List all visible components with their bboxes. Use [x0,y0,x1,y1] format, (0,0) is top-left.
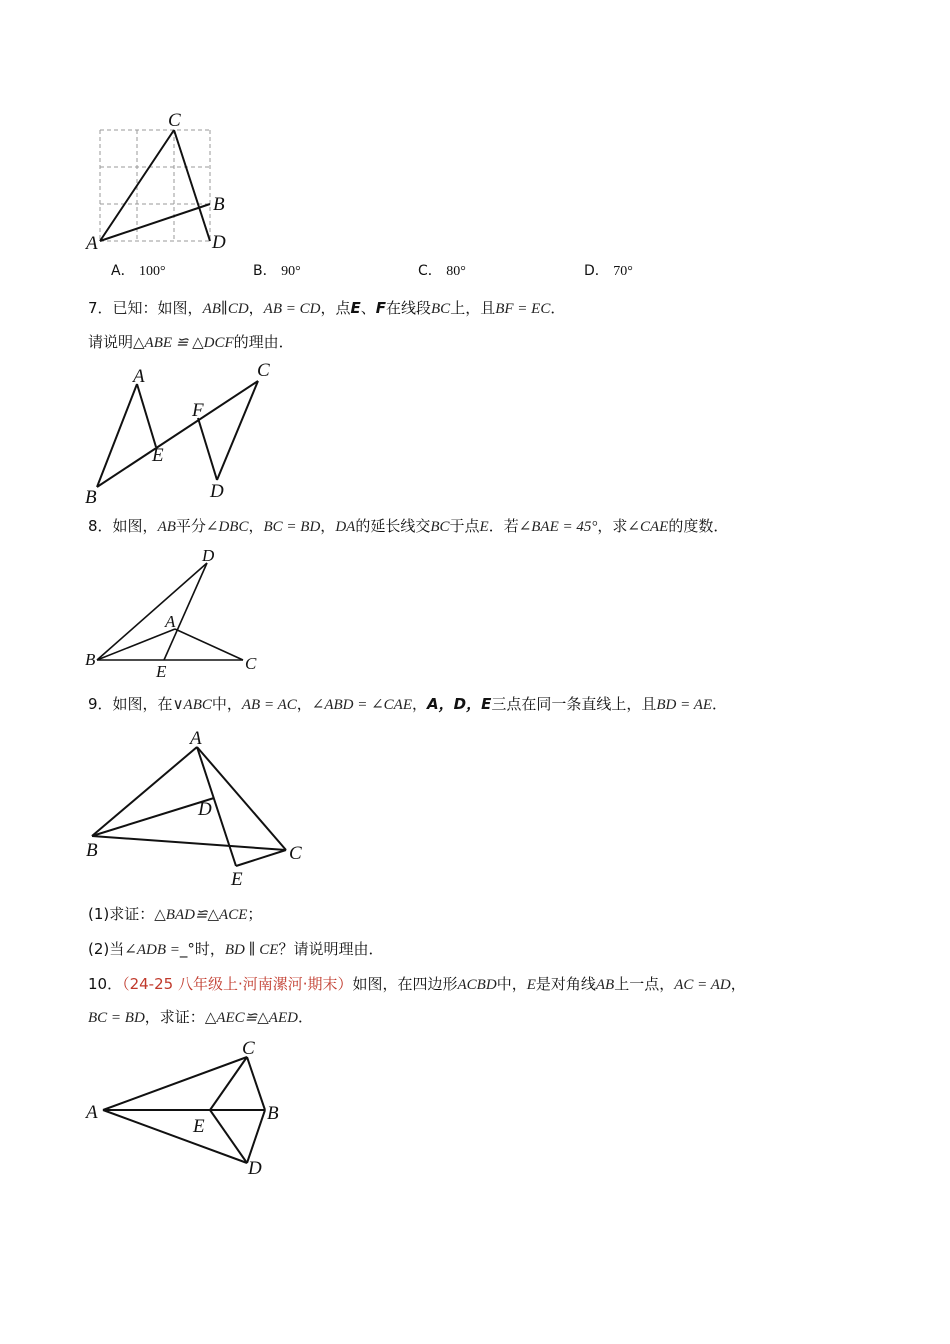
q10-label-c: C [242,1038,255,1059]
q9-label-a: A [190,728,202,749]
q7-number: 7． [88,299,113,317]
q8-text: ，求 [597,517,628,535]
q7-label-d: D [210,481,224,502]
q9-label-d: D [198,799,212,820]
q6-option-b-letter: B． [253,263,277,279]
q6-option-a-value: 100° [139,264,166,279]
q8-label-b: B [85,650,96,669]
q9-text: ， [296,695,312,713]
q10-text: ， [730,975,746,993]
q6-option-d-letter: D． [584,263,609,279]
q9-text: 三点在同一条直线上，且 [491,695,657,713]
q8-text: 平分 [175,517,206,535]
q10-segment-bd [247,1110,265,1163]
q7-text: 在线段 [386,299,432,317]
q8-math: E [479,519,489,535]
q9-points: A，D，E [427,695,492,713]
q9-math: ∠ADB = [124,942,180,958]
q6-option-b-value: 90° [281,264,301,279]
q9-text: ， [412,695,428,713]
q7-math: △ABE ≌ △DCF [133,335,234,351]
q10-text: ，求证： [144,1008,205,1026]
q9-label-e: E [231,869,243,890]
q10-math: BC = BD [88,1010,145,1026]
q9-answer-blank[interactable]: _° [179,940,195,958]
q9-text: ； [247,905,263,923]
q8-label-a: A [165,612,176,631]
q10-math: △AEC≌△AED [204,1010,298,1026]
q8-math: DA [335,519,356,535]
q10-text: 中， [496,975,527,993]
q10-label-a: A [86,1102,98,1123]
q7-label-e: E [152,445,164,466]
q7-text: 请说明 [88,333,134,351]
q8-text: 如图， [112,517,158,535]
q7-text: 上，且 [450,299,496,317]
q8-label-c: C [245,654,257,673]
q9-text: (1)求证： [88,905,155,923]
q7-point-e: E [350,299,361,317]
q9-number: 9． [88,695,113,713]
q7-math: AB = CD [263,301,321,317]
q7-math: BC [431,301,451,317]
q10-number: 10． [88,975,123,993]
q10-text: 上一点， [614,975,675,993]
q7-text: 、 [360,299,376,317]
q10-segment-ac [103,1057,247,1110]
q8-number: 8． [88,517,113,535]
q8-math: ∠DBC [205,519,249,535]
q8-math: BC = BD [263,519,321,535]
q10-label-d: D [248,1158,262,1179]
q10-math: E [526,977,536,993]
q8-text: ， [320,517,336,535]
q9-label-c: C [289,843,302,864]
q7-label-f: F [192,400,204,421]
q6-label-d: D [212,232,226,253]
q9-math: ∨ABC [172,697,212,713]
q6-label-c: C [168,110,181,131]
q8-text: 于点 [449,517,480,535]
q8-math: ∠CAE [627,519,669,535]
q9-math: AB = AC [241,697,297,713]
q9-text: ？请说明理由． [278,940,384,958]
q6-option-d-value: 70° [613,264,633,279]
q8-text: ， [248,517,264,535]
q7-text: 已知：如图， [112,299,203,317]
q8-label-d: D [202,546,215,565]
q10-math: AB [595,977,615,993]
q10-segment-ed [210,1110,247,1163]
q9-math: ∠ABD = ∠CAE [311,697,412,713]
q7-label-c: C [257,360,270,381]
q6-option-c-letter: C． [418,263,442,279]
q9-text: 时， [194,940,225,958]
q9-text: ． [712,695,728,713]
q8-label-e: E [156,662,167,681]
q8-text: 的延长线交 [355,517,431,535]
q9-math: △BAD≌△ACE [154,907,248,923]
q8-math: AB [157,519,176,535]
q7-text: ， [248,299,264,317]
q10-text: ． [297,1008,313,1026]
q10-segment-ad [103,1110,247,1163]
q8-math: ∠BAE = 45° [518,519,598,535]
q7-point-f: F [375,299,386,317]
q10-label-b: B [267,1103,279,1124]
q7-label-b: B [85,487,97,508]
q9-text: (2)当 [88,940,125,958]
q8-text: ．若 [488,517,519,535]
q6-label-b: B [213,194,225,215]
q9-math: BD ∥ CE [224,942,279,958]
q6-option-a-letter: A． [111,263,135,279]
q10-math: AC = AD [674,977,731,993]
q7-math: BF = EC [495,301,551,317]
q8-math: BC [430,519,450,535]
q6-option-c-value: 80° [446,264,466,279]
q10-segment-cb [247,1057,265,1110]
q10-label-e: E [193,1116,205,1137]
q10-segment-ec [210,1057,247,1110]
q10-math: ACBD [457,977,497,993]
q9-math: BD = AE [656,697,713,713]
q10-source-tag: （24-25 八年级上·河南漯河·期末） [122,975,353,993]
q7-label-a: A [133,366,145,387]
q9-text: 中， [211,695,242,713]
q10-text: 如图，在四边形 [352,975,458,993]
q7-math: AB∥CD [202,301,249,317]
q9-label-b: B [86,840,98,861]
q6-label-a: A [86,233,98,254]
q7-text: ． [550,299,566,317]
q8-text: 的度数． [668,517,729,535]
q7-text: ，点 [320,299,351,317]
q10-text: 是对角线 [535,975,596,993]
q9-text: 如图，在 [112,695,173,713]
q7-text: 的理由． [233,333,294,351]
